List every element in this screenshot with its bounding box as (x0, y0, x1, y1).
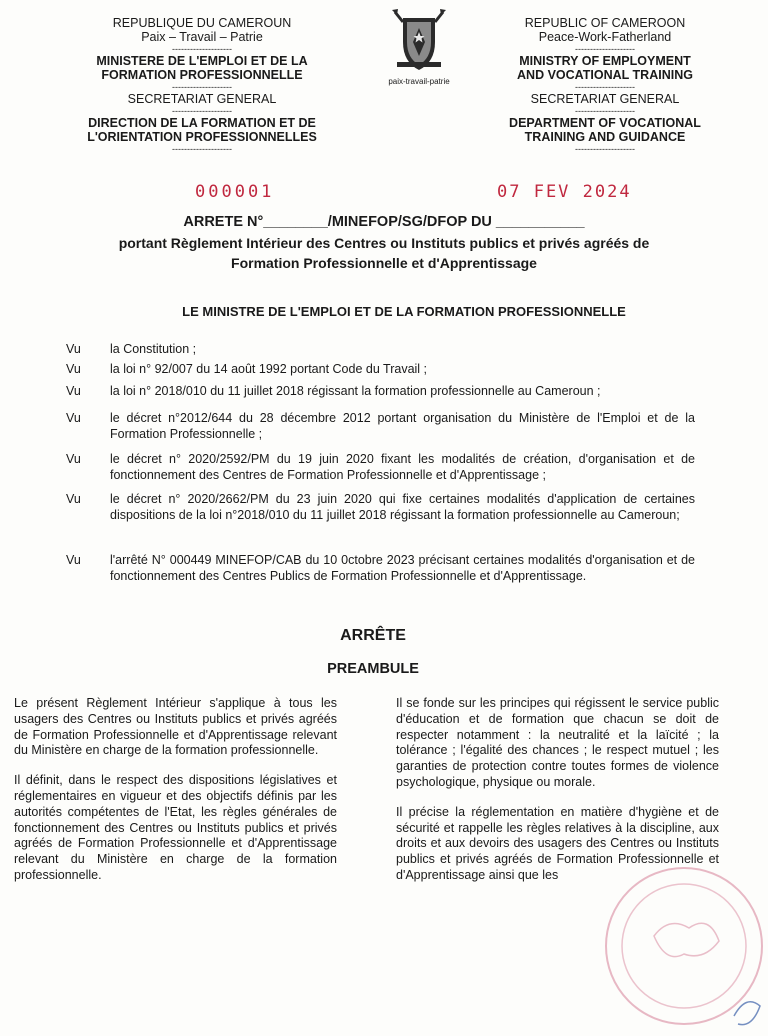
divider: -------------------- (172, 44, 232, 54)
divider: -------------------- (575, 44, 635, 54)
consideration-item: le décret n°2012/644 du 28 décembre 2012 portant organisation du Ministère de l'Emploi et de la Formation Professionnelle ; (110, 411, 695, 441)
paragraph: Il précise la réglementation en matière d'hygiène et de sécurité et rappelle les règles relatives à la discipline, aux droits et aux devoirs des usagers des Centres ou Instituts publics et privés agréés de Formation Professionnelle et d'Apprentissage ainsi que les (396, 804, 719, 882)
secretariat-en: SECRETARIAT GENERAL (530, 92, 680, 106)
ministry-en-2: AND VOCATIONAL TRAINING (517, 68, 693, 82)
paragraph: Le présent Règlement Intérieur s'applique à tous les usagers des Centres ou Instituts publics et privés agréés de Formation Professionnelle et d'Apprentissage relevant du Ministère en charge de la formation professionnelle. (14, 696, 337, 758)
direction-fr-1: DIRECTION DE LA FORMATION ET DE (88, 116, 316, 130)
vu-label: Vu (66, 362, 81, 376)
divider: -------------------- (575, 82, 635, 92)
motto-en: Peace-Work-Fatherland (538, 30, 672, 44)
header-left (57, 16, 347, 154)
department-en-1: DEPARTMENT OF VOCATIONAL (509, 116, 701, 130)
divider: -------------------- (172, 106, 232, 116)
header-right (460, 16, 750, 154)
department-en-2: TRAINING AND GUIDANCE (524, 130, 686, 144)
consideration-item: la loi n° 2018/010 du 11 juillet 2018 régissant la formation professionnelle au Cameroun ; (110, 384, 601, 398)
ministry-fr-2: FORMATION PROFESSIONNELLE (101, 68, 303, 82)
paragraph: Il définit, dans le respect des dispositions législatives et réglementaires en vigueur et des objectifs définis par les autorités compétentes de l'Etat, les règles générales de fonctionnement des Centres ou Instituts publics et privés agréés de Formation Professionnelle et d'Apprentissage relevant du Ministère en charge de la formation professionnelle. (14, 773, 337, 882)
stamp-number: 000001 (195, 182, 275, 202)
preambule-heading: PREAMBULE (327, 661, 419, 677)
divider: -------------------- (575, 106, 635, 116)
consideration-item: la loi n° 92/007 du 14 août 1992 portant Code du Travail ; (110, 362, 428, 376)
paragraph: Il se fonde sur les principes qui régissent le service public d'éducation et de formation que chacun se doit de respecter notamment : la neutralité et la laïcité ; la tolérance ; l'égalité des chances ; le respect mutuel ; les garanties de protection contre toutes formes de violence psychologique, physique ou morale. (396, 696, 719, 789)
motto-fr: Paix – Travail – Patrie (141, 30, 263, 44)
crest (383, 8, 455, 86)
country-fr: REPUBLIQUE DU CAMEROUN (112, 16, 292, 30)
crest-motto: paix-travail-patrie (388, 77, 450, 86)
vu-label: Vu (66, 384, 81, 398)
decree-subject-1: portant Règlement Intérieur des Centres ou Instituts publics et privés agréés de (118, 235, 650, 251)
secretariat-fr: SECRETARIAT GENERAL (127, 92, 277, 106)
decree-number: ARRETE N°________/MINEFOP/SG/DFOP DU ___________ (183, 214, 585, 230)
divider: -------------------- (172, 144, 232, 154)
arrete-heading: ARRÊTE (340, 627, 406, 644)
consideration-item: l'arrêté N° 000449 MINEFOP/CAB du 10 0ctobre 2023 précisant certaines modalités d'organisation et de fonctionnement des Centres Publics de Formation Professionnelle et d'Apprentissage. (110, 553, 695, 583)
decree-subject-2: Formation Professionnelle et d'Apprentissage (231, 255, 537, 271)
coat-of-arms-icon (389, 8, 449, 74)
consideration-item: la Constitution ; (110, 342, 197, 356)
stamp-date: 07 FEV 2024 (497, 182, 632, 202)
consideration-item: le décret n° 2020/2592/PM du 19 juin 2020 fixant les modalités de création, d'organisation et de fonctionnement des Centres de Formation Professionnelle et d'Apprentissage ; (110, 452, 695, 482)
consideration-item: le décret n° 2020/2662/PM du 23 juin 2020 qui fixe certaines modalités d'application de certaines dispositions de la loi n°2018/010 du 11 juillet 2018 régissant la formation professionnelle au Cameroun; (110, 492, 695, 522)
preamble-left-column (14, 696, 337, 898)
official-seal-icon (574, 866, 764, 1036)
vu-label: Vu (66, 452, 81, 466)
country-en: REPUBLIC OF CAMEROON (524, 16, 686, 30)
vu-label: Vu (66, 553, 81, 567)
direction-fr-2: L'ORIENTATION PROFESSIONNELLES (87, 130, 317, 144)
ministry-en-1: MINISTRY OF EMPLOYMENT (519, 54, 691, 68)
vu-label: Vu (66, 411, 81, 425)
minister-heading: LE MINISTRE DE L'EMPLOI ET DE LA FORMATION PROFESSIONNELLE (182, 304, 626, 319)
divider: -------------------- (575, 144, 635, 154)
divider: -------------------- (172, 82, 232, 92)
vu-label: Vu (66, 342, 81, 356)
vu-label: Vu (66, 492, 81, 506)
ministry-fr-1: MINISTERE DE L'EMPLOI ET DE LA (96, 54, 308, 68)
